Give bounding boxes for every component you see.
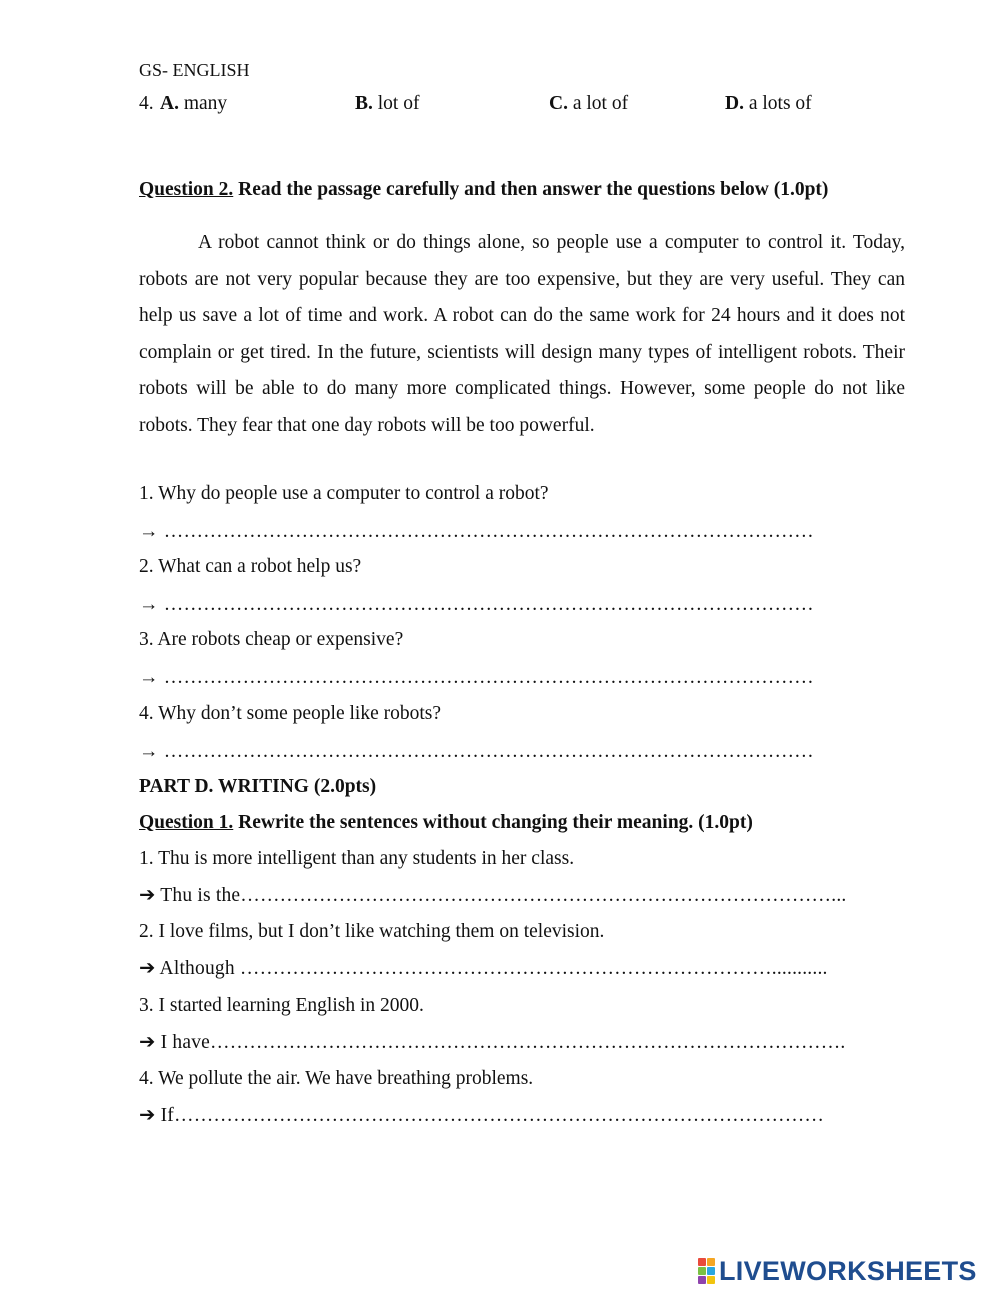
logo-blocks-icon bbox=[698, 1258, 715, 1284]
q2-question-1: 1. Why do people use a computer to control a robot? bbox=[139, 483, 549, 504]
rewrite-answer-line-4[interactable]: ➔ If……………………………………………………………………………………… bbox=[139, 1105, 825, 1126]
logo-block bbox=[698, 1258, 706, 1266]
rewrite-item-4: 4. We pollute the air. We have breathing problems. bbox=[139, 1068, 534, 1089]
question2-heading: Question 2. Read the passage carefully and then answer the questions below (1.0pt) bbox=[139, 179, 829, 200]
option-number: 4. bbox=[139, 93, 154, 114]
rewrite-item-2: 2. I love films, but I don’t like watching them on television. bbox=[139, 921, 605, 942]
q2-answer-line-4[interactable]: → ……………………………………………………………………………………… bbox=[139, 741, 814, 762]
part-d-title: PART D. WRITING (2.0pts) bbox=[139, 776, 377, 797]
logo-block bbox=[707, 1267, 715, 1275]
logo-block bbox=[707, 1258, 715, 1266]
liveworksheets-logo[interactable] bbox=[698, 1256, 977, 1286]
q2-answer-line-3[interactable]: → ……………………………………………………………………………………… bbox=[139, 667, 814, 688]
rewrite-answer-line-2[interactable]: ➔ Although ………………………………………………………………………........... bbox=[139, 958, 828, 979]
option-c: C. a lot of bbox=[549, 93, 629, 114]
rewrite-item-1: 1. Thu is more intelligent than any students in her class. bbox=[139, 848, 575, 869]
rewrite-item-3: 3. I started learning English in 2000. bbox=[139, 995, 424, 1016]
q2-answer-line-2[interactable]: → ……………………………………………………………………………………… bbox=[139, 594, 814, 615]
option-b: B. lot of bbox=[355, 93, 420, 114]
logo-block bbox=[707, 1276, 715, 1284]
rewrite-answer-line-1[interactable]: ➔ Thu is the………………………………………………………………………………... bbox=[139, 885, 847, 906]
reading-passage: A robot cannot think or do things alone, so people use a computer to control it. Today, robots are not very popular because they are too expensive, but they are very useful. They can help us save a lot of time and work. A robot can do the same work for 24 hours and it does not complain or get tired. In the future, scientists will design many types of intelligent robots. Their robots will be able to do many more complicated things. However, some people do not like robots. They fear that one day robots will be too powerful. bbox=[139, 232, 905, 436]
q2-question-3: 3. Are robots cheap or expensive? bbox=[139, 629, 404, 650]
answer-options-row bbox=[139, 92, 905, 116]
logo-block bbox=[698, 1276, 706, 1284]
q2-answer-line-1[interactable]: → ……………………………………………………………………………………… bbox=[139, 521, 814, 542]
rewrite-answer-line-3[interactable]: ➔ I have……………………………………………………………………………………. bbox=[139, 1032, 846, 1053]
option-a: A. many bbox=[160, 93, 228, 114]
logo-block bbox=[698, 1267, 706, 1275]
q2-question-2: 2. What can a robot help us? bbox=[139, 556, 362, 577]
page-header: GS- ENGLISH bbox=[139, 60, 250, 80]
q2-question-4: 4. Why don’t some people like robots? bbox=[139, 703, 442, 724]
option-d: D. a lots of bbox=[725, 93, 812, 114]
logo-text: LIVEWORKSHEETS bbox=[719, 1256, 977, 1286]
part-d-question1-heading: Question 1. Rewrite the sentences without changing their meaning. (1.0pt) bbox=[139, 812, 753, 833]
